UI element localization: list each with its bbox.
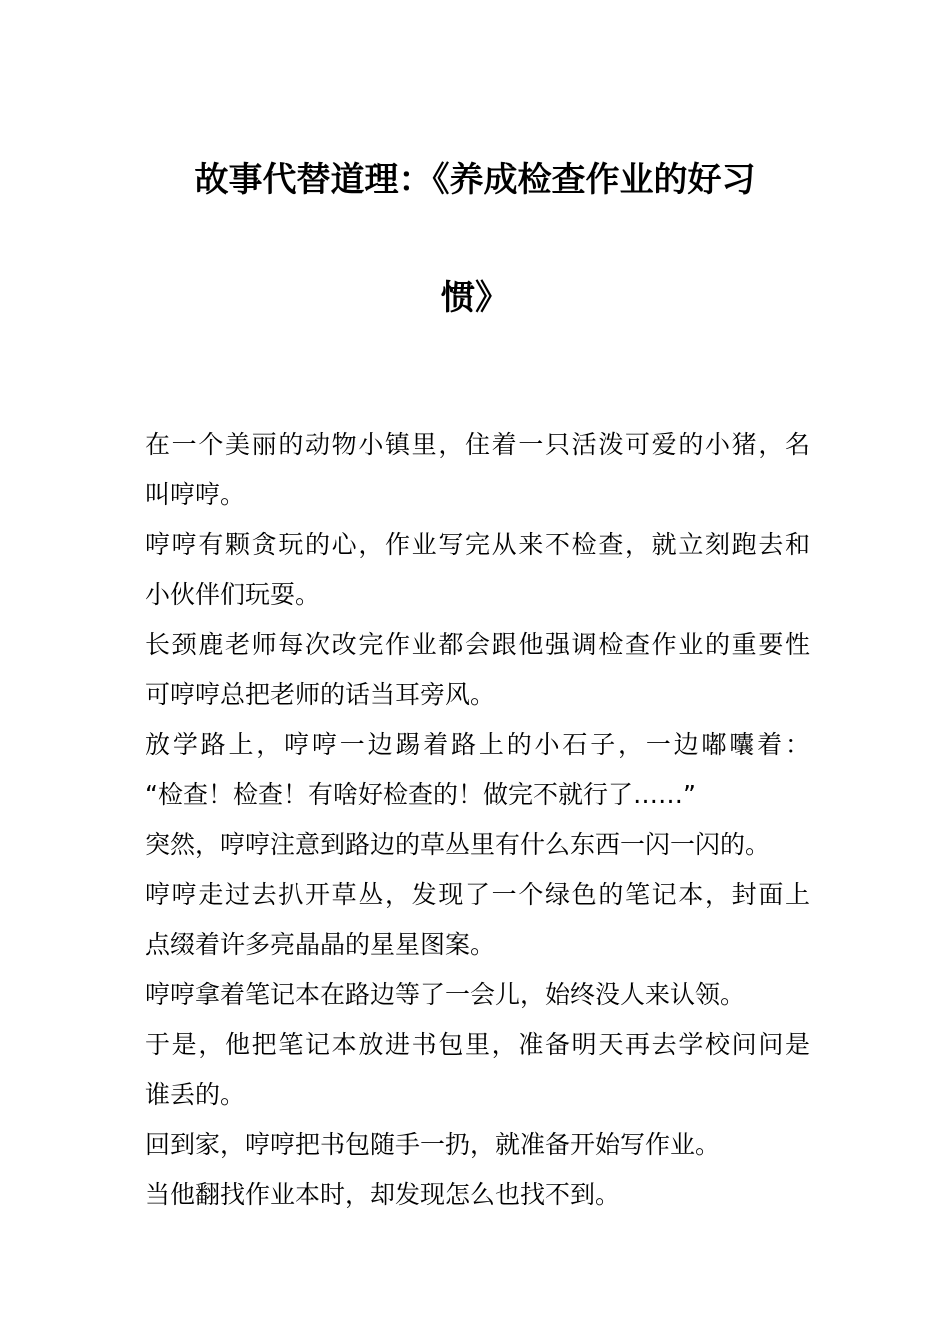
document-title-line-1: 故事代替道理：《养成检查作业的好习 (194, 160, 756, 200)
story-line: 放学路上，哼哼一边踢着路上的小石子，一边嘟囔着： (145, 730, 810, 759)
story-line: 点缀着许多亮晶晶的星星图案。 (145, 930, 496, 959)
story-line: 谁丢的。 (145, 1080, 246, 1109)
story-body (145, 420, 810, 1220)
document-title-line-2: 惯》 (441, 278, 509, 318)
story-line: 可哼哼总把老师的话当耳旁风。 (145, 680, 496, 709)
story-line: 突然，哼哼注意到路边的草丛里有什么东西一闪一闪的。 (145, 830, 771, 859)
story-line: “检查！检查！有啥好检查的！做完不就行了……” (145, 780, 696, 809)
story-line: 当他翻找作业本时，却发现怎么也找不到。 (145, 1180, 621, 1209)
story-line: 哼哼拿着笔记本在路边等了一会儿，始终没人来认领。 (145, 980, 746, 1009)
story-line: 哼哼走过去扒开草丛，发现了一个绿色的笔记本，封面上 (145, 880, 810, 909)
story-line: 在一个美丽的动物小镇里，住着一只活泼可爱的小猪，名 (145, 430, 810, 459)
story-line: 小伙伴们玩耍。 (145, 580, 321, 609)
story-line: 回到家，哼哼把书包随手一扔，就准备开始写作业。 (145, 1130, 721, 1159)
story-line: 叫哼哼。 (145, 480, 246, 509)
story-line: 长颈鹿老师每次改完作业都会跟他强调检查作业的重要性 (145, 630, 810, 659)
story-line: 哼哼有颗贪玩的心，作业写完从来不检查，就立刻跑去和 (145, 530, 810, 559)
story-line: 于是，他把笔记本放进书包里，准备明天再去学校问问是 (145, 1030, 810, 1059)
